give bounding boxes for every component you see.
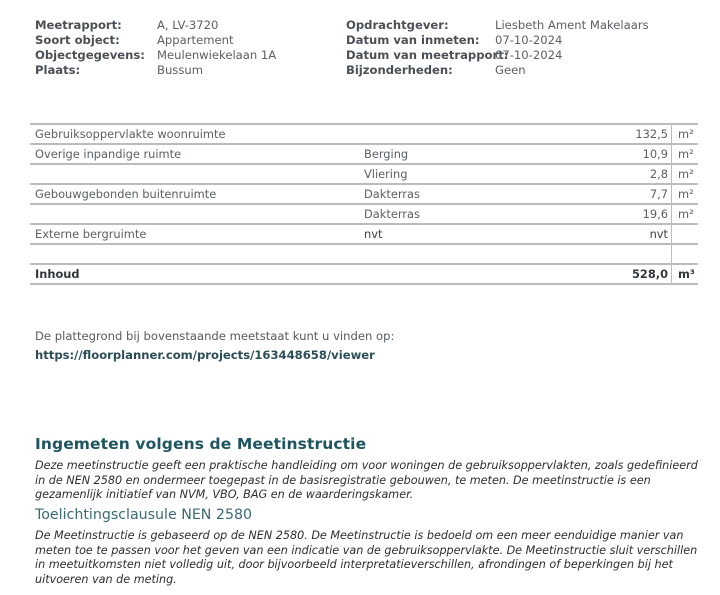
meta-value: A, LV-3720 [157,18,219,32]
column-divider [671,205,672,223]
row-unit: m² [678,187,694,201]
column-divider [671,165,672,183]
row-value: 7,7 [649,187,668,201]
row-sub: nvt [364,227,383,241]
column-divider [671,265,672,283]
meta-row-opdrachtgever [346,18,649,33]
column-divider [671,125,672,143]
section-paragraph: Deze meetinstructie geeft een praktische handleiding om voor woningen de gebruiksoppervlakten, zoals gedefinieerd in de NEN 2580 en ondermeer toegepast in de basisregistratie gebouwen, te meten. De meetinstructie is een gezamenlijk initiatief van NVM, VBO, BAG en de waarderingskamer. [35,459,698,501]
floorplan-text: De plattegrond bij bovenstaande meetstaat kunt u vinden op: [35,329,395,343]
meta-row-plaats [35,63,276,78]
row-sub: Dakterras [364,187,420,201]
meta-row-bijzonderheden [346,63,649,78]
table-row [30,223,698,243]
row-sub: Berging [364,147,409,161]
meta-label: Plaats: [35,63,81,77]
row-unit: m² [678,207,694,221]
table-row [30,183,698,203]
row-category: Inhoud [35,267,80,281]
meta-value: 07-10-2024 [495,33,563,47]
row-sub: Vliering [364,167,408,181]
floorplan-link[interactable]: https://floorplanner.com/projects/163448658/viewer [35,348,375,362]
meta-label: Soort object: [35,33,120,47]
meta-label: Datum van meetrapport: [346,48,509,62]
row-category: Externe bergruimte [35,227,147,241]
row-sub: Dakterras [364,207,420,221]
row-category: Gebruiksoppervlakte woonruimte [35,127,226,141]
floorplan-section [35,327,394,365]
meta-row-meetrapport [35,18,276,33]
table-row [30,163,698,183]
meta-row-objectgegevens [35,48,276,63]
row-value: 2,8 [649,167,668,181]
section-title: Ingemeten volgens de Meetinstructie [35,435,367,453]
column-divider [671,145,672,163]
meta-label: Opdrachtgever: [346,18,449,32]
meta-value: Liesbeth Ament Makelaars [495,18,649,32]
column-divider [671,185,672,203]
row-value: 10,9 [642,147,668,161]
row-value: nvt [649,227,668,241]
column-divider [671,245,672,263]
table-row [30,143,698,163]
meta-label: Datum van inmeten: [346,33,480,47]
row-unit: m³ [678,267,695,281]
meta-label: Meetrapport: [35,18,122,32]
meta-value: Appartement [157,33,234,47]
meta-value: Bussum [157,63,204,77]
meta-value: Meulenwiekelaan 1A [157,48,277,62]
meta-value: 07-10-2024 [495,48,563,62]
row-unit: m² [678,147,694,161]
table-row-spacer [30,243,698,263]
meta-row-datum-meetrapport [346,48,649,63]
meta-label: Bijzonderheden: [346,63,453,77]
table-row [30,123,698,143]
row-unit: m² [678,127,694,141]
table-row-total [30,263,698,285]
row-value: 528,0 [631,267,668,281]
meta-row-datum-inmeten [346,33,649,48]
report-meta-right [346,18,649,78]
row-category: Gebouwgebonden buitenruimte [35,187,217,201]
clause-paragraph: De Meetinstructie is gebaseerd op de NEN 2580. De Meetinstructie is bedoeld om een meer eenduidige manier van meten toe te passen voor het geven van een indicatie van de gebruiksoppervlakte. De Meetinstructie sluit verschillen in meetuitkomsten niet volledig uit, door bijvoorbeeld interpretatieverschillen, afrondingen of beperkingen bij het uitvoeren van de meting. [35,529,698,586]
measurement-table [30,123,698,285]
row-value: 132,5 [635,127,668,141]
meta-row-soort-object [35,33,276,48]
row-category: Overige inpandige ruimte [35,147,182,161]
column-divider [671,225,672,243]
table-row [30,203,698,223]
report-meta-left [35,18,276,78]
meta-label: Objectgegevens: [35,48,145,62]
row-unit: m² [678,167,694,181]
meta-value: Geen [495,63,526,77]
section-subtitle: Toelichtingsclausule NEN 2580 [35,507,253,523]
row-value: 19,6 [642,207,668,221]
